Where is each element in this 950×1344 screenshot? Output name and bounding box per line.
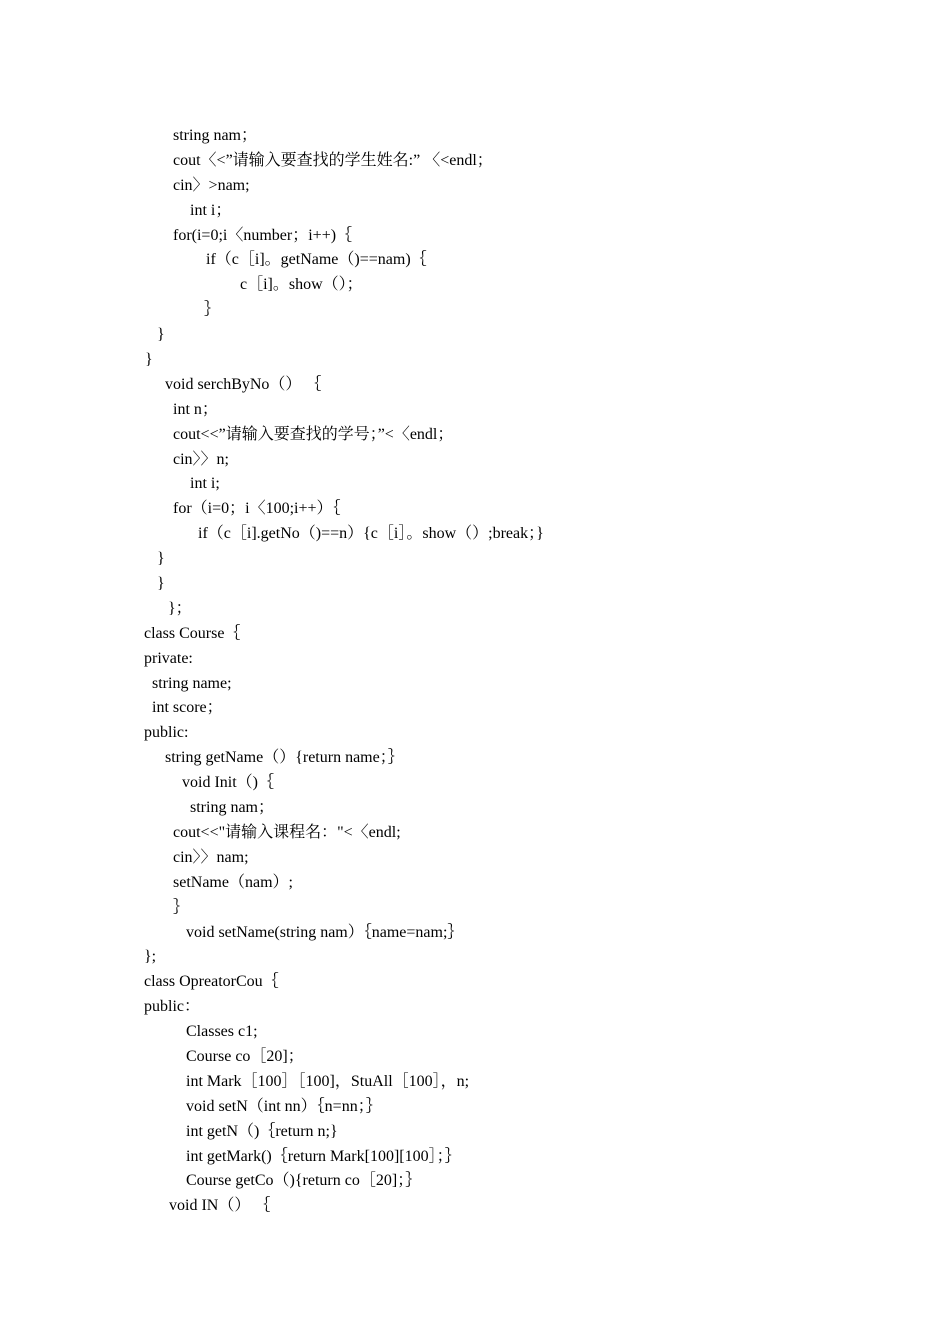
code-line: cin〉〉n; [173,450,229,468]
code-line: if（c［i].getNo（)==n）{c［i］。show（）;break；} [198,525,544,543]
code-line: }; [144,948,157,966]
code-line: int getN（)｛return n;} [186,1122,338,1140]
code-line: int score； [152,699,223,717]
code-line: cout〈<”请输入要查找的学生姓名:” 〈<endl； [173,151,493,169]
code-line: class OpreatorCou｛ [144,973,279,991]
code-line: cout<<"请输入课程名："<〈endl; [173,823,401,841]
code-line: void IN（） ｛ [169,1197,271,1215]
code-line: for（i=0；i〈100;i++）｛ [173,500,341,518]
code-line: Classes c1; [186,1023,258,1041]
code-line: cin〉〉nam; [173,848,249,866]
code-line: int getMark()｛return Mark[100][100］；｝ [186,1147,461,1165]
code-line: } [157,326,165,344]
code-line: public： [144,998,200,1016]
code-line: if（c［i]。getName（)==nam)｛ [206,251,427,269]
code-line: public: [144,724,189,742]
code-line: string getName（）{return name；｝ [165,749,404,767]
code-line: void setName(string nam）｛name=nam;｝ [186,923,464,941]
code-line: for(i=0;i〈number；i++)｛ [173,226,353,244]
code-line: Course co［20]； [186,1047,304,1065]
code-line: private: [144,649,193,667]
code-line: void setN（int nn）｛n=nn；｝ [186,1097,382,1115]
code-line: void Init（)｛ [182,774,274,792]
code-line: Course getCo（){return co［20]；｝ [186,1172,422,1190]
code-line: } [157,575,165,593]
code-line: }； [168,599,192,617]
code-line: void serchByNo（） ｛ [165,375,322,393]
code-line: ｝ [204,301,221,319]
code-line: cout<<”请输入要查找的学号；”<〈endl； [173,425,454,443]
code-line: class Course｛ [144,624,241,642]
code-line: string nam； [190,799,274,817]
code-line: string name; [152,674,232,692]
code-line: int Mark［100］［100]，StuAll［100］，n; [186,1072,470,1090]
code-line: } [145,351,153,369]
code-line: int i； [190,201,232,219]
code-line: int n； [173,400,218,418]
code-listing [0,124,950,1219]
code-line: setName（nam）; [173,873,293,891]
code-line: int i; [190,475,220,493]
code-line: string nam； [173,127,257,144]
code-line: cin〉>nam; [173,176,250,194]
code-line: c［i]。show（）； [240,276,363,294]
code-line: ｝ [173,898,190,916]
code-line: } [157,550,165,568]
